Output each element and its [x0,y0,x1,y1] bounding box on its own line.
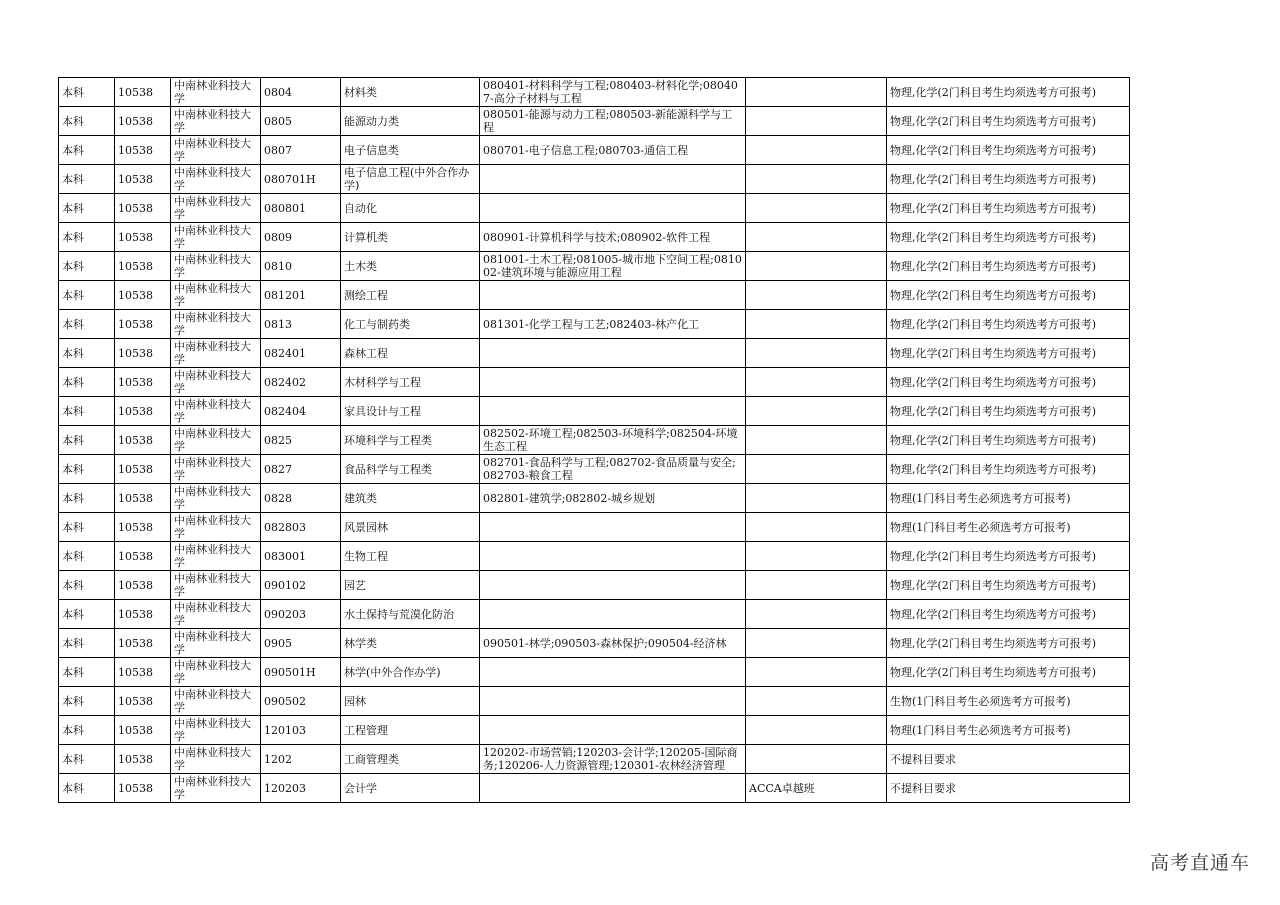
major-code-cell: 1202 [261,745,341,774]
school-code-cell: 10538 [115,745,171,774]
university-cell: 中南林业科技大学 [171,542,261,571]
note-cell [746,223,887,252]
school-code-cell: 10538 [115,426,171,455]
level-cell: 本科 [59,600,115,629]
major-code-cell: 0813 [261,310,341,339]
note-cell [746,600,887,629]
major-name-cell: 建筑类 [341,484,480,513]
university-cell: 中南林业科技大学 [171,107,261,136]
university-cell: 中南林业科技大学 [171,165,261,194]
table-row [59,223,1130,252]
directions-cell [480,571,746,600]
major-name-cell: 风景园林 [341,513,480,542]
table-row [59,774,1130,803]
major-name-cell: 林学(中外合作办学) [341,658,480,687]
note-cell [746,194,887,223]
university-cell: 中南林业科技大学 [171,397,261,426]
level-cell: 本科 [59,455,115,484]
major-code-cell: 0828 [261,484,341,513]
directions-cell [480,774,746,803]
level-cell: 本科 [59,368,115,397]
school-code-cell: 10538 [115,397,171,426]
major-name-cell: 木材科学与工程 [341,368,480,397]
school-code-cell: 10538 [115,455,171,484]
note-cell [746,629,887,658]
major-code-cell: 081201 [261,281,341,310]
requirement-cell: 物理,化学(2门科目考生均须选考方可报考) [887,78,1130,107]
major-code-cell: 120103 [261,716,341,745]
level-cell: 本科 [59,716,115,745]
directions-cell [480,368,746,397]
major-name-cell: 园艺 [341,571,480,600]
directions-cell [480,397,746,426]
directions-cell: 081301-化学工程与工艺;082403-林产化工 [480,310,746,339]
major-code-cell: 090501H [261,658,341,687]
university-cell: 中南林业科技大学 [171,658,261,687]
level-cell: 本科 [59,658,115,687]
major-name-cell: 工程管理 [341,716,480,745]
major-requirements-table [58,77,1130,803]
directions-cell [480,687,746,716]
requirement-cell: 物理,化学(2门科目考生均须选考方可报考) [887,426,1130,455]
note-cell [746,339,887,368]
major-code-cell: 0805 [261,107,341,136]
note-cell [746,513,887,542]
note-cell [746,571,887,600]
table-row [59,397,1130,426]
directions-cell [480,281,746,310]
requirement-cell: 物理,化学(2门科目考生均须选考方可报考) [887,397,1130,426]
school-code-cell: 10538 [115,484,171,513]
directions-cell [480,194,746,223]
level-cell: 本科 [59,629,115,658]
university-cell: 中南林业科技大学 [171,716,261,745]
school-code-cell: 10538 [115,571,171,600]
level-cell: 本科 [59,774,115,803]
major-name-cell: 园林 [341,687,480,716]
school-code-cell: 10538 [115,542,171,571]
note-cell [746,78,887,107]
note-cell [746,745,887,774]
major-code-cell: 0827 [261,455,341,484]
school-code-cell: 10538 [115,223,171,252]
school-code-cell: 10538 [115,600,171,629]
table-row [59,745,1130,774]
table-row [59,542,1130,571]
requirement-cell: 物理,化学(2门科目考生均须选考方可报考) [887,339,1130,368]
major-code-cell: 0804 [261,78,341,107]
school-code-cell: 10538 [115,774,171,803]
requirement-cell: 物理,化学(2门科目考生均须选考方可报考) [887,194,1130,223]
table-row [59,658,1130,687]
university-cell: 中南林业科技大学 [171,136,261,165]
major-name-cell: 环境科学与工程类 [341,426,480,455]
major-code-cell: 0905 [261,629,341,658]
table-row [59,194,1130,223]
level-cell: 本科 [59,426,115,455]
note-cell [746,310,887,339]
major-code-cell: 090102 [261,571,341,600]
requirement-cell: 物理,化学(2门科目考生均须选考方可报考) [887,223,1130,252]
table-row [59,426,1130,455]
major-code-cell: 0810 [261,252,341,281]
level-cell: 本科 [59,107,115,136]
requirement-cell: 物理,化学(2门科目考生均须选考方可报考) [887,368,1130,397]
school-code-cell: 10538 [115,107,171,136]
level-cell: 本科 [59,310,115,339]
table-row [59,600,1130,629]
note-cell: ACCA卓越班 [746,774,887,803]
requirement-cell: 物理,化学(2门科目考生均须选考方可报考) [887,136,1130,165]
university-cell: 中南林业科技大学 [171,629,261,658]
note-cell [746,397,887,426]
directions-cell: 082801-建筑学;082802-城乡规划 [480,484,746,513]
note-cell [746,252,887,281]
note-cell [746,687,887,716]
major-name-cell: 生物工程 [341,542,480,571]
level-cell: 本科 [59,165,115,194]
university-cell: 中南林业科技大学 [171,310,261,339]
university-cell: 中南林业科技大学 [171,194,261,223]
university-cell: 中南林业科技大学 [171,455,261,484]
major-name-cell: 能源动力类 [341,107,480,136]
major-code-cell: 090203 [261,600,341,629]
major-name-cell: 化工与制药类 [341,310,480,339]
school-code-cell: 10538 [115,281,171,310]
school-code-cell: 10538 [115,629,171,658]
requirement-cell: 物理(1门科目考生必须选考方可报考) [887,716,1130,745]
note-cell [746,658,887,687]
school-code-cell: 10538 [115,368,171,397]
university-cell: 中南林业科技大学 [171,513,261,542]
school-code-cell: 10538 [115,136,171,165]
major-name-cell: 水土保持与荒漠化防治 [341,600,480,629]
level-cell: 本科 [59,745,115,774]
major-name-cell: 食品科学与工程类 [341,455,480,484]
level-cell: 本科 [59,136,115,165]
table-row [59,310,1130,339]
major-name-cell: 电子信息类 [341,136,480,165]
major-code-cell: 0809 [261,223,341,252]
level-cell: 本科 [59,223,115,252]
university-cell: 中南林业科技大学 [171,339,261,368]
level-cell: 本科 [59,542,115,571]
university-cell: 中南林业科技大学 [171,571,261,600]
level-cell: 本科 [59,484,115,513]
directions-cell [480,542,746,571]
directions-cell: 080401-材料科学与工程;080403-材料化学;080407-高分子材料与工程 [480,78,746,107]
major-code-cell: 080801 [261,194,341,223]
major-code-cell: 0825 [261,426,341,455]
requirement-cell: 物理(1门科目考生必须选考方可报考) [887,513,1130,542]
level-cell: 本科 [59,339,115,368]
directions-cell: 090501-林学;090503-森林保护;090504-经济林 [480,629,746,658]
major-name-cell: 电子信息工程(中外合作办学) [341,165,480,194]
note-cell [746,165,887,194]
requirement-cell: 物理(1门科目考生必须选考方可报考) [887,484,1130,513]
university-cell: 中南林业科技大学 [171,281,261,310]
table-row [59,136,1130,165]
directions-cell [480,716,746,745]
level-cell: 本科 [59,252,115,281]
note-cell [746,136,887,165]
major-code-cell: 082401 [261,339,341,368]
table-row [59,107,1130,136]
major-name-cell: 自动化 [341,194,480,223]
level-cell: 本科 [59,78,115,107]
major-code-cell: 120203 [261,774,341,803]
major-name-cell: 工商管理类 [341,745,480,774]
note-cell [746,368,887,397]
requirement-cell: 物理,化学(2门科目考生均须选考方可报考) [887,107,1130,136]
major-name-cell: 计算机类 [341,223,480,252]
table-row [59,339,1130,368]
university-cell: 中南林业科技大学 [171,774,261,803]
school-code-cell: 10538 [115,165,171,194]
school-code-cell: 10538 [115,513,171,542]
note-cell [746,107,887,136]
directions-cell: 120202-市场营销;120203-会计学;120205-国际商务;120206-人力资源管理;120301-农林经济管理 [480,745,746,774]
requirement-cell: 物理,化学(2门科目考生均须选考方可报考) [887,455,1130,484]
level-cell: 本科 [59,397,115,426]
major-code-cell: 090502 [261,687,341,716]
major-code-cell: 0807 [261,136,341,165]
university-cell: 中南林业科技大学 [171,426,261,455]
table-row [59,687,1130,716]
directions-cell: 081001-土木工程;081005-城市地下空间工程;081002-建筑环境与能源应用工程 [480,252,746,281]
level-cell: 本科 [59,513,115,542]
table-row [59,281,1130,310]
major-name-cell: 林学类 [341,629,480,658]
directions-cell: 080501-能源与动力工程;080503-新能源科学与工程 [480,107,746,136]
requirement-cell: 物理,化学(2门科目考生均须选考方可报考) [887,165,1130,194]
university-cell: 中南林业科技大学 [171,745,261,774]
major-name-cell: 会计学 [341,774,480,803]
school-code-cell: 10538 [115,252,171,281]
table-row [59,78,1130,107]
directions-cell [480,513,746,542]
major-code-cell: 082803 [261,513,341,542]
table-row [59,716,1130,745]
school-code-cell: 10538 [115,687,171,716]
table-row [59,165,1130,194]
directions-cell: 082701-食品科学与工程;082702-食品质量与安全;082703-粮食工程 [480,455,746,484]
university-cell: 中南林业科技大学 [171,600,261,629]
table-body [59,78,1130,803]
level-cell: 本科 [59,687,115,716]
major-code-cell: 082404 [261,397,341,426]
table-row [59,455,1130,484]
school-code-cell: 10538 [115,339,171,368]
school-code-cell: 10538 [115,310,171,339]
directions-cell: 082502-环境工程;082503-环境科学;082504-环境生态工程 [480,426,746,455]
watermark-logo: 高考直通车 [1149,852,1250,874]
directions-cell [480,165,746,194]
requirement-cell: 生物(1门科目考生必须选考方可报考) [887,687,1130,716]
directions-cell [480,658,746,687]
major-name-cell: 森林工程 [341,339,480,368]
university-cell: 中南林业科技大学 [171,368,261,397]
table-row [59,629,1130,658]
university-cell: 中南林业科技大学 [171,687,261,716]
school-code-cell: 10538 [115,78,171,107]
university-cell: 中南林业科技大学 [171,223,261,252]
requirement-cell: 物理,化学(2门科目考生均须选考方可报考) [887,600,1130,629]
level-cell: 本科 [59,281,115,310]
note-cell [746,426,887,455]
school-code-cell: 10538 [115,658,171,687]
requirement-cell: 物理,化学(2门科目考生均须选考方可报考) [887,658,1130,687]
directions-cell [480,600,746,629]
requirement-cell: 不提科目要求 [887,745,1130,774]
major-code-cell: 080701H [261,165,341,194]
requirement-cell: 物理,化学(2门科目考生均须选考方可报考) [887,629,1130,658]
requirement-cell: 物理,化学(2门科目考生均须选考方可报考) [887,281,1130,310]
school-code-cell: 10538 [115,716,171,745]
requirement-cell: 物理,化学(2门科目考生均须选考方可报考) [887,542,1130,571]
table-row [59,484,1130,513]
directions-cell [480,339,746,368]
note-cell [746,542,887,571]
major-name-cell: 测绘工程 [341,281,480,310]
requirement-cell: 物理,化学(2门科目考生均须选考方可报考) [887,571,1130,600]
table-row [59,571,1130,600]
major-code-cell: 082402 [261,368,341,397]
requirement-cell: 物理,化学(2门科目考生均须选考方可报考) [887,310,1130,339]
major-name-cell: 家具设计与工程 [341,397,480,426]
table-row [59,513,1130,542]
requirement-cell: 物理,化学(2门科目考生均须选考方可报考) [887,252,1130,281]
note-cell [746,455,887,484]
note-cell [746,484,887,513]
level-cell: 本科 [59,571,115,600]
school-code-cell: 10538 [115,194,171,223]
university-cell: 中南林业科技大学 [171,484,261,513]
directions-cell: 080701-电子信息工程;080703-通信工程 [480,136,746,165]
table-row [59,368,1130,397]
table-row [59,252,1130,281]
requirement-cell: 不提科目要求 [887,774,1130,803]
university-cell: 中南林业科技大学 [171,252,261,281]
major-name-cell: 土木类 [341,252,480,281]
university-cell: 中南林业科技大学 [171,78,261,107]
major-name-cell: 材料类 [341,78,480,107]
major-code-cell: 083001 [261,542,341,571]
note-cell [746,716,887,745]
directions-cell: 080901-计算机科学与技术;080902-软件工程 [480,223,746,252]
level-cell: 本科 [59,194,115,223]
note-cell [746,281,887,310]
